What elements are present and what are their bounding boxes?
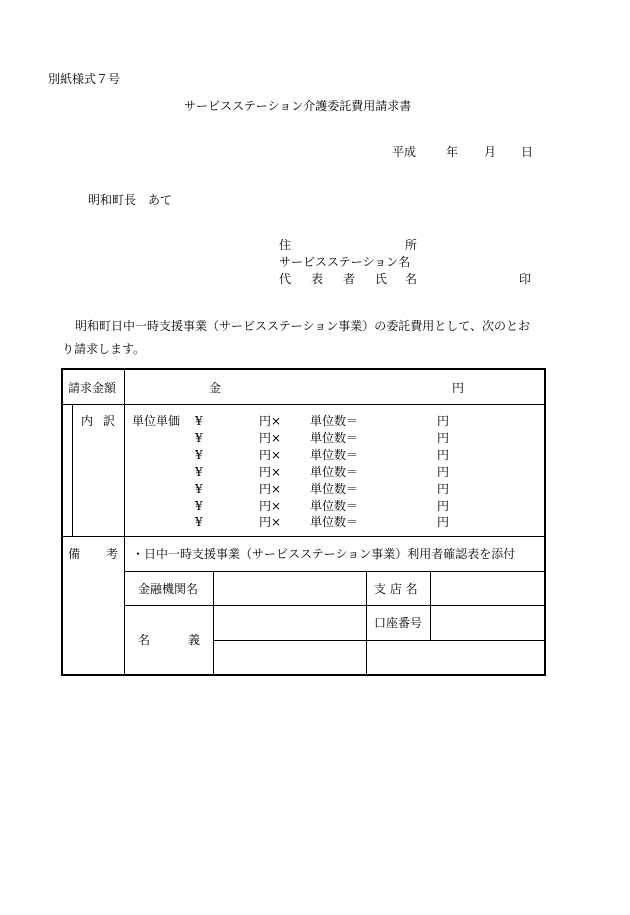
bank-row-2b bbox=[213, 640, 367, 641]
breakdown-row-2-row-total-yen: 円 bbox=[437, 431, 450, 445]
holder-label-2: 義 bbox=[188, 633, 201, 647]
date-year: 年 bbox=[446, 145, 459, 159]
breakdown-row-6-yen-mark: ¥ bbox=[195, 499, 203, 513]
rep-char-4: 氏 bbox=[375, 272, 388, 286]
bank-name-label: 金融機関名 bbox=[138, 582, 199, 596]
breakdown-row-7-yen-mark: ¥ bbox=[195, 515, 203, 529]
address-label-1: 住 bbox=[279, 238, 292, 252]
body-text-line1: 明和町日中一時支援事業（サービスステーション事業）の委託費用として、次のとお bbox=[75, 319, 531, 333]
holder-label-1: 名 bbox=[138, 633, 151, 647]
remarks-header-2: 考 bbox=[106, 547, 119, 561]
breakdown-row-3-yen-mark: ¥ bbox=[195, 448, 203, 462]
rep-char-2: 表 bbox=[311, 272, 324, 286]
address-label-2: 所 bbox=[405, 238, 418, 252]
breakdown-row-5-yen-mark: ¥ bbox=[195, 482, 203, 496]
breakdown-bracket bbox=[72, 405, 73, 537]
breakdown-row-1-yen-mark: ¥ bbox=[195, 414, 203, 428]
date-era: 平成 bbox=[392, 145, 417, 159]
date-day: 日 bbox=[521, 145, 534, 159]
bank-col-1 bbox=[213, 571, 214, 675]
breakdown-row-4-row-total-yen: 円 bbox=[437, 465, 450, 479]
account-no-label: 口座番号 bbox=[374, 616, 423, 630]
col-divider bbox=[124, 369, 125, 675]
breakdown-row-2-units-label: 単位数＝ bbox=[310, 431, 359, 445]
breakdown-row-5-yen-times: 円× bbox=[259, 482, 282, 496]
rep-char-1: 代 bbox=[279, 272, 292, 286]
station-name-label: サービスステーション名 bbox=[279, 255, 411, 269]
breakdown-row-4-units-label: 単位数＝ bbox=[310, 465, 359, 479]
breakdown-row-7-row-total-yen: 円 bbox=[437, 515, 450, 529]
breakdown-row-1-row-total-yen: 円 bbox=[437, 414, 450, 428]
body-text-line2: り請求します。 bbox=[62, 342, 146, 356]
breakdown-header-2: 訳 bbox=[103, 414, 116, 428]
breakdown-row-1-units-label: 単位数＝ bbox=[310, 414, 359, 428]
row-divider-breakdown bbox=[62, 536, 545, 537]
bank-col-2 bbox=[366, 571, 367, 675]
row-divider-amount bbox=[62, 404, 545, 405]
breakdown-row-7-yen-times: 円× bbox=[259, 515, 282, 529]
seal-mark: 印 bbox=[519, 272, 532, 286]
breakdown-header-1: 内 bbox=[81, 414, 94, 428]
breakdown-row-4-yen-mark: ¥ bbox=[195, 465, 203, 479]
breakdown-row-6-yen-times: 円× bbox=[259, 499, 282, 513]
bank-row-2a bbox=[366, 640, 545, 641]
amount-kin: 金 bbox=[209, 381, 222, 395]
breakdown-row-1-yen-times: 円× bbox=[259, 414, 282, 428]
breakdown-row-6-row-total-yen: 円 bbox=[437, 499, 450, 513]
date-month: 月 bbox=[484, 145, 497, 159]
breakdown-row-3-units-label: 単位数＝ bbox=[310, 448, 359, 462]
breakdown-row-6-units-label: 単位数＝ bbox=[310, 499, 359, 513]
breakdown-row-5-row-total-yen: 円 bbox=[437, 482, 450, 496]
bank-row-1a bbox=[213, 605, 367, 606]
breakdown-row-5-units-label: 単位数＝ bbox=[310, 482, 359, 496]
rep-char-3: 者 bbox=[343, 272, 356, 286]
rep-char-5: 名 bbox=[405, 272, 418, 286]
breakdown-row-3-row-total-yen: 円 bbox=[437, 448, 450, 462]
breakdown-row-2-yen-mark: ¥ bbox=[195, 431, 203, 445]
breakdown-row-7-units-label: 単位数＝ bbox=[310, 515, 359, 529]
remarks-header-1: 備 bbox=[68, 547, 81, 561]
amount-header: 請求金額 bbox=[68, 381, 117, 395]
form-number: 別紙様式７号 bbox=[48, 72, 121, 86]
breakdown-row-4-yen-times: 円× bbox=[259, 465, 282, 479]
breakdown-row-3-yen-times: 円× bbox=[259, 448, 282, 462]
bank-row-1b bbox=[366, 605, 545, 606]
branch-label: 支 店 名 bbox=[374, 582, 418, 596]
row-divider-remarks bbox=[124, 571, 545, 572]
unit-price-label: 単位単価 bbox=[132, 414, 181, 428]
breakdown-row-2-yen-times: 円× bbox=[259, 431, 282, 445]
document-title: サービスステーション介護委託費用請求書 bbox=[184, 99, 412, 113]
remarks-note: ・日中一時支援事業（サービスステーション事業）利用者確認表を添付 bbox=[132, 547, 516, 561]
amount-yen: 円 bbox=[452, 381, 465, 395]
addressee: 明和町長 あて bbox=[88, 193, 173, 207]
bank-row-1c bbox=[124, 605, 214, 606]
